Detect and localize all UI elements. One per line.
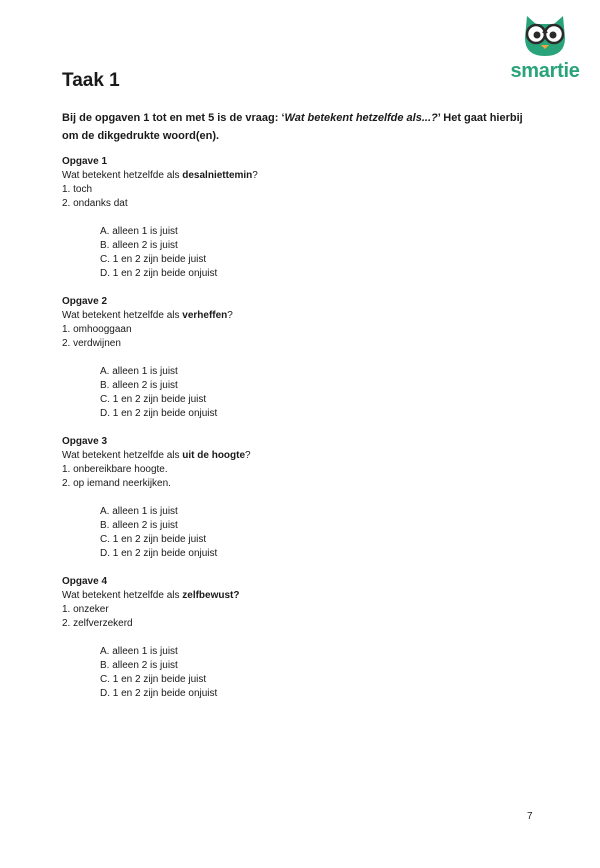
answer-option-a: A. alleen 1 is juist [100,506,178,517]
owl-icon [519,12,571,58]
question-heading: Opgave 1 [62,156,108,167]
answer-options [62,645,542,701]
statement: 2. op iemand neerkijken. [62,478,171,489]
answer-option-a: A. alleen 1 is juist [100,226,178,237]
question-term: uit de hoogte [182,450,246,461]
question-prompt [62,169,542,183]
question-term: zelfbewust? [182,590,240,601]
answer-option-b: B. alleen 2 is juist [100,380,178,391]
logo-text: smartie [510,60,580,82]
statement: 1. onzeker [62,604,109,615]
prompt-suffix: ? [245,450,251,461]
question-heading: Opgave 3 [62,436,108,447]
answer-option-a: A. alleen 1 is juist [100,646,178,657]
answer-options [62,505,542,561]
answer-option-d: D. 1 en 2 zijn beide onjuist [100,268,218,279]
question-heading: Opgave 2 [62,296,108,307]
instruction-text [62,109,542,145]
question-prompt [62,309,542,323]
statement: 2. ondanks dat [62,198,128,209]
question-1 [62,155,542,281]
instruction-question: Wat betekent hetzelfde als...? [284,112,438,124]
statement: 1. onbereikbare hoogte. [62,464,168,475]
answer-option-a: A. alleen 1 is juist [100,366,178,377]
prompt-text: Wat betekent hetzelfde als [62,310,183,321]
question-term: verheffen [182,310,228,321]
smartie-logo [510,12,580,90]
question-prompt [62,589,542,603]
question-4 [62,575,542,701]
answer-options [62,225,542,281]
answer-option-b: B. alleen 2 is juist [100,240,178,251]
question-term: desalniettemin [182,170,253,181]
prompt-text: Wat betekent hetzelfde als [62,170,183,181]
question-prompt [62,449,542,463]
questions-list [62,155,542,715]
statement: 2. zelfverzekerd [62,618,133,629]
answer-option-b: B. alleen 2 is juist [100,660,178,671]
question-heading: Opgave 4 [62,576,108,587]
prompt-suffix: ? [252,170,258,181]
answer-option-d: D. 1 en 2 zijn beide onjuist [100,408,218,419]
statement: 1. toch [62,184,93,195]
answer-option-d: D. 1 en 2 zijn beide onjuist [100,688,218,699]
answer-option-b: B. alleen 2 is juist [100,520,178,531]
page-number: 7 [527,811,533,822]
answer-option-c: C. 1 en 2 zijn beide juist [100,674,207,685]
statement: 1. omhooggaan [62,324,132,335]
prompt-text: Wat betekent hetzelfde als [62,590,183,601]
prompt-suffix: ? [227,310,233,321]
answer-options [62,365,542,421]
answer-option-d: D. 1 en 2 zijn beide onjuist [100,548,218,559]
answer-option-c: C. 1 en 2 zijn beide juist [100,394,207,405]
instruction-part-2: ’ Het gaat hierbij om de dikgedrukte woord(en). [62,112,523,142]
statement: 2. verdwijnen [62,338,121,349]
answer-option-c: C. 1 en 2 zijn beide juist [100,534,207,545]
answer-option-c: C. 1 en 2 zijn beide juist [100,254,207,265]
page-title: Taak 1 [62,70,120,91]
question-3 [62,435,542,561]
question-2 [62,295,542,421]
prompt-text: Wat betekent hetzelfde als [62,450,183,461]
instruction-part-1: Bij de opgaven 1 tot en met 5 is de vraag: ‘ [62,112,285,124]
